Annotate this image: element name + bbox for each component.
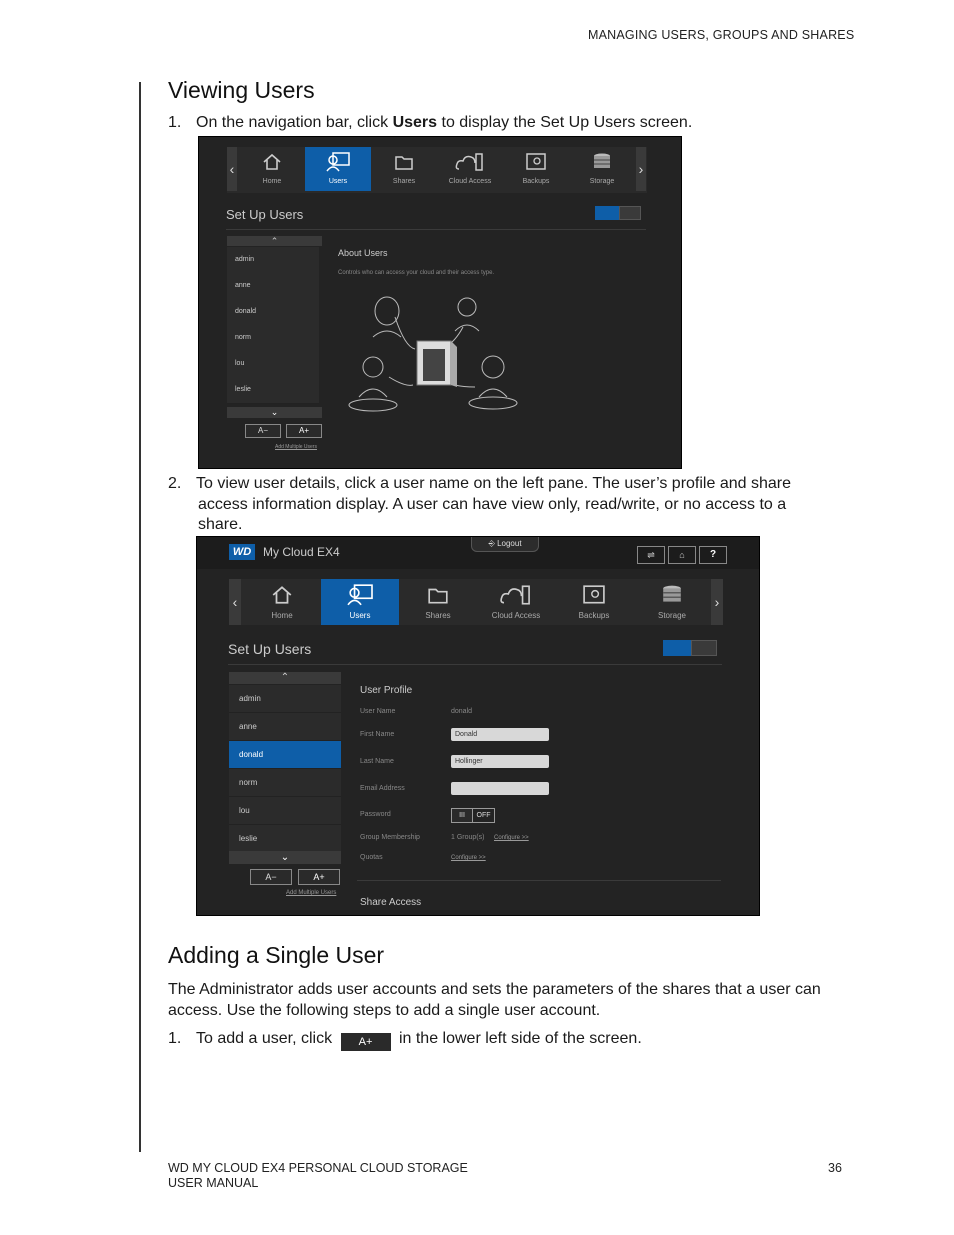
divider bbox=[357, 880, 721, 881]
add-multiple-users-link[interactable]: Add Multiple Users bbox=[275, 444, 317, 450]
users-icon bbox=[325, 151, 351, 173]
step-text-line1: To view user details, click a user name on the left pane. The user’s profile and share bbox=[196, 475, 791, 492]
section-title-adding-user: Adding a Single User bbox=[168, 942, 385, 968]
configure-groups-link[interactable]: Configure >> bbox=[494, 835, 529, 841]
user-row-anne[interactable] bbox=[229, 713, 341, 741]
running-header: MANAGING USERS, GROUPS AND SHARES bbox=[588, 28, 855, 42]
nav-label: Shares bbox=[392, 178, 416, 185]
home-icon bbox=[262, 152, 282, 172]
add-user-button[interactable]: A+ bbox=[298, 869, 340, 885]
first-name-label: First Name bbox=[360, 731, 395, 738]
nav-users[interactable] bbox=[305, 147, 371, 191]
nav-backups[interactable] bbox=[555, 579, 633, 625]
user-name: norm bbox=[239, 778, 258, 787]
user-name-label: User Name bbox=[360, 708, 396, 715]
user-row-donald[interactable] bbox=[229, 741, 341, 769]
user-row-lou[interactable] bbox=[227, 351, 319, 378]
scroll-down-icon[interactable]: ⌄ bbox=[227, 407, 322, 418]
nav-cloud-access[interactable] bbox=[437, 147, 503, 191]
user-row-admin[interactable] bbox=[227, 247, 319, 274]
step-text-bold: Users bbox=[392, 114, 438, 131]
set-up-users-title: Set Up Users bbox=[226, 207, 304, 222]
nav-label: Storage bbox=[589, 178, 615, 185]
user-name: lou bbox=[235, 360, 245, 367]
app-name: My Cloud bbox=[263, 545, 314, 559]
nav-backups[interactable] bbox=[503, 147, 569, 191]
scroll-up-icon[interactable]: ⌃ bbox=[227, 236, 322, 246]
nav-label: Cloud Access bbox=[491, 611, 541, 620]
remove-user-button[interactable]: A− bbox=[250, 869, 292, 885]
help-button[interactable]: ? bbox=[699, 546, 727, 564]
user-name: lou bbox=[239, 806, 250, 815]
remove-user-button[interactable]: A− bbox=[245, 424, 281, 438]
step-2-line2: access information display. A user can have view only, read/write, or no access to a bbox=[198, 496, 787, 513]
logout-button[interactable] bbox=[471, 537, 539, 552]
user-name: anne bbox=[239, 722, 257, 731]
folder-icon bbox=[427, 585, 449, 605]
user-row-norm[interactable] bbox=[229, 769, 341, 797]
step-1-viewing bbox=[168, 112, 848, 133]
nav-prev-button[interactable]: ‹ bbox=[227, 147, 237, 191]
single-user-view-toggle[interactable] bbox=[663, 640, 691, 656]
first-name-field[interactable]: Donald bbox=[451, 728, 549, 741]
users-illustration-icon bbox=[345, 287, 525, 417]
divider bbox=[226, 229, 646, 230]
add-multiple-users-link[interactable]: Add Multiple Users bbox=[286, 890, 337, 896]
user-row-leslie[interactable] bbox=[227, 377, 319, 404]
about-users-title: About Users bbox=[338, 248, 388, 258]
step-2-viewing bbox=[168, 473, 848, 494]
scroll-up-icon[interactable]: ⌃ bbox=[229, 672, 341, 684]
nav-label: Home bbox=[262, 178, 282, 185]
user-name: leslie bbox=[235, 386, 251, 393]
user-row-lou[interactable] bbox=[229, 797, 341, 825]
wd-logo: WD bbox=[229, 544, 255, 560]
step-number: 1. bbox=[168, 114, 182, 131]
group-count: 1 Group(s) bbox=[451, 834, 485, 841]
step-2-line3: share. bbox=[198, 516, 243, 533]
footer-title-line2: USER MANUAL bbox=[168, 1176, 259, 1190]
cloud-icon bbox=[455, 151, 485, 173]
group-membership-label: Group Membership bbox=[360, 834, 420, 841]
email-field[interactable] bbox=[451, 782, 549, 795]
step-text-pre: On the navigation bar, click bbox=[196, 114, 393, 131]
toggle-on-label: III bbox=[452, 809, 473, 822]
user-name: leslie bbox=[239, 834, 258, 843]
set-up-users-title: Set Up Users bbox=[228, 641, 312, 657]
user-name: norm bbox=[235, 334, 251, 341]
step-text-post: to display the Set Up Users screen. bbox=[437, 114, 693, 131]
folder-icon bbox=[394, 153, 414, 171]
nav-shares[interactable] bbox=[399, 579, 477, 625]
user-profile-title: User Profile bbox=[360, 685, 413, 696]
user-row-norm[interactable] bbox=[227, 325, 319, 352]
about-users-text: Controls who can access your cloud and their access type. bbox=[338, 270, 495, 276]
group-view-toggle[interactable] bbox=[619, 206, 641, 220]
users-icon bbox=[345, 583, 375, 607]
logout-label: Logout bbox=[497, 539, 522, 548]
quotas-label: Quotas bbox=[360, 854, 383, 861]
nav-label: Home bbox=[271, 611, 293, 620]
step-text-pre: To add a user, click bbox=[196, 1030, 337, 1047]
home-icon bbox=[271, 584, 293, 606]
configure-quotas-link[interactable]: Configure >> bbox=[451, 855, 486, 861]
share-access-title: Share Access bbox=[360, 897, 422, 908]
nav-cloud-access[interactable] bbox=[477, 579, 555, 625]
nav-storage[interactable] bbox=[633, 579, 711, 625]
safe-icon bbox=[525, 152, 547, 172]
footer-title-line1: WD MY CLOUD EX4 PERSONAL CLOUD STORAGE bbox=[168, 1161, 468, 1175]
section-title-viewing-users: Viewing Users bbox=[168, 77, 315, 103]
nav-home[interactable] bbox=[243, 579, 321, 625]
nav-label: Backups bbox=[578, 611, 610, 620]
add-user-button[interactable]: A+ bbox=[286, 424, 322, 438]
user-row-donald[interactable] bbox=[227, 299, 319, 326]
usb-icon[interactable]: ⇌ bbox=[637, 546, 665, 564]
margin-rule bbox=[139, 82, 141, 1152]
step-text-post: in the lower left side of the screen. bbox=[394, 1030, 642, 1047]
nav-label: Storage bbox=[657, 611, 687, 620]
page-number: 36 bbox=[828, 1161, 842, 1175]
nav-prev-button[interactable]: ‹ bbox=[229, 579, 241, 625]
last-name-field[interactable]: Hollinger bbox=[451, 755, 549, 768]
last-name-label: Last Name bbox=[360, 758, 394, 765]
cloud-icon bbox=[499, 583, 533, 607]
group-view-toggle[interactable] bbox=[691, 640, 717, 656]
user-row-admin[interactable] bbox=[229, 685, 341, 713]
toggle-off-label: OFF bbox=[476, 812, 491, 819]
single-user-view-toggle[interactable] bbox=[595, 206, 619, 220]
bell-icon[interactable]: ⌂ bbox=[668, 546, 696, 564]
nav-users[interactable] bbox=[321, 579, 399, 625]
scroll-down-icon[interactable]: ⌄ bbox=[229, 851, 341, 864]
step-number: 2. bbox=[168, 475, 182, 492]
safe-icon bbox=[581, 584, 607, 606]
logout-icon: ⎆ bbox=[488, 539, 498, 548]
nav-home[interactable] bbox=[239, 147, 305, 191]
adding-user-para-line2: access. Use the following steps to add a single user account. bbox=[168, 1002, 601, 1019]
adding-user-para-line1: The Administrator adds user accounts and sets the parameters of the shares that a user can bbox=[168, 981, 821, 998]
add-user-inline-icon: A+ bbox=[341, 1033, 391, 1051]
nav-label: Shares bbox=[425, 611, 451, 620]
user-name: donald bbox=[235, 308, 257, 315]
email-label: Email Address bbox=[360, 785, 405, 792]
divider bbox=[228, 664, 722, 665]
nav-label: Users bbox=[328, 178, 348, 185]
nav-label: Users bbox=[349, 611, 371, 620]
step-1-adding bbox=[168, 1028, 848, 1051]
nav-next-button[interactable]: › bbox=[711, 579, 723, 625]
password-toggle[interactable] bbox=[451, 808, 495, 823]
storage-icon bbox=[592, 152, 612, 172]
user-name-value: donald bbox=[451, 708, 473, 715]
user-name: admin bbox=[235, 256, 255, 263]
nav-storage[interactable] bbox=[569, 147, 635, 191]
nav-next-button[interactable]: › bbox=[636, 147, 646, 191]
app-model: EX4 bbox=[317, 545, 340, 559]
app-title bbox=[263, 545, 340, 559]
user-name: anne bbox=[235, 282, 251, 289]
password-label: Password bbox=[360, 811, 391, 818]
user-row-anne[interactable] bbox=[227, 273, 319, 300]
screenshot-user-profile bbox=[196, 536, 760, 916]
nav-label: Backups bbox=[522, 178, 550, 185]
user-row-leslie[interactable] bbox=[229, 825, 341, 853]
step-number: 1. bbox=[168, 1030, 182, 1047]
storage-icon bbox=[660, 584, 684, 606]
user-name: donald bbox=[239, 750, 264, 759]
screenshot-set-up-users bbox=[198, 136, 682, 469]
nav-label: Cloud Access bbox=[448, 178, 492, 185]
nav-shares[interactable] bbox=[371, 147, 437, 191]
user-name: admin bbox=[239, 694, 261, 703]
